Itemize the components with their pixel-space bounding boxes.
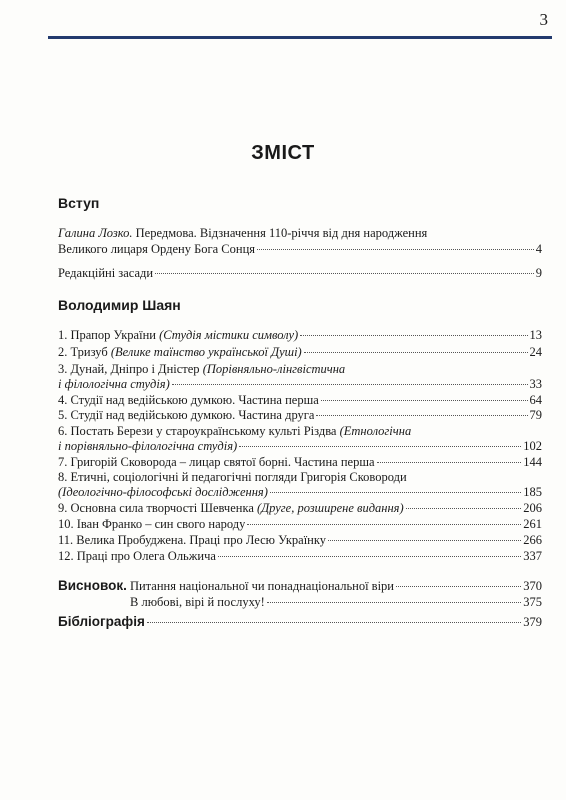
entry-author: Галина Лозко. xyxy=(58,226,133,240)
entry-subtitle: (Етнологічна xyxy=(339,424,412,438)
entry-text: Редакційні засади xyxy=(58,266,154,280)
section-heading-intro: Вступ xyxy=(58,195,100,211)
entry-page: 370 xyxy=(523,579,542,593)
toc-entry-11[interactable] xyxy=(58,533,542,548)
bibliography-heading: Бібліографія xyxy=(58,614,145,629)
toc-entry-7[interactable] xyxy=(58,455,542,470)
entry-text: 3. Дунай, Дніпро і Дністер xyxy=(58,362,203,376)
toc-entry-4[interactable] xyxy=(58,393,542,408)
toc-entry-6[interactable] xyxy=(58,424,542,454)
entry-page: 266 xyxy=(523,533,542,547)
dot-leader xyxy=(270,491,521,493)
entry-subtitle: (Велике таїнство української Душі) xyxy=(110,345,302,359)
entry-page: 206 xyxy=(523,501,542,515)
entry-text: 2. Тризуб xyxy=(58,345,111,359)
toc-entry-5[interactable] xyxy=(58,408,542,423)
toc-entry-8[interactable] xyxy=(58,470,542,500)
toc-entry-10[interactable] xyxy=(58,517,542,532)
toc-entry-2[interactable] xyxy=(58,345,542,360)
entry-page: 185 xyxy=(523,485,542,499)
entry-page: 261 xyxy=(523,517,542,531)
dot-leader xyxy=(247,523,521,525)
dot-leader xyxy=(316,414,527,416)
entry-subtitle-line2: (Ідеологічно-філософські дослідження) xyxy=(58,485,268,499)
entry-text: Передмова. Відзначення 110-річчя від дня народження xyxy=(132,226,428,240)
toc-entry-conclusion[interactable] xyxy=(58,578,542,610)
entry-text: 4. Студії над ведійською думкою. Частина перша xyxy=(58,393,319,407)
entry-text: 8. Етичні, соціологічні й педагогічні погляди Григорія Сковороди xyxy=(58,470,407,484)
entry-text: 7. Григорій Сковорода – лицар святої борні. Частина перша xyxy=(58,455,375,469)
entry-page: 4 xyxy=(535,242,542,256)
entry-text: 11. Велика Пробуджена. Праці про Лесю Українку xyxy=(58,533,327,547)
entry-text: 6. Постать Берези у староукраїнському культі Різдва xyxy=(58,424,340,438)
entry-page: 375 xyxy=(523,595,542,609)
section-heading-shayan: Володимир Шаян xyxy=(58,297,181,313)
dot-leader xyxy=(147,621,521,623)
entry-page: 9 xyxy=(535,266,542,280)
dot-leader xyxy=(300,334,527,336)
toc-entry-editorial[interactable] xyxy=(58,266,542,281)
entry-page: 13 xyxy=(529,328,542,342)
dot-leader xyxy=(396,585,521,587)
dot-leader xyxy=(239,445,521,447)
page-number: 3 xyxy=(539,10,548,29)
toc-title: ЗМІСТ xyxy=(251,142,315,164)
entry-text: Питання національної чи понаднаціональної віри xyxy=(126,579,395,593)
dot-leader xyxy=(304,351,528,353)
entry-text: 12. Праці про Олега Ольжича xyxy=(58,549,216,563)
conclusion-heading: Висновок. xyxy=(58,578,127,593)
header-rule xyxy=(48,36,552,39)
entry-page: 337 xyxy=(523,549,542,563)
entry-page: 24 xyxy=(529,345,542,359)
toc-entry-12[interactable] xyxy=(58,549,542,564)
entry-text: 10. Іван Франко – син свого народу xyxy=(58,517,246,531)
toc-entry-1[interactable] xyxy=(58,328,542,343)
entry-text: 5. Студії над ведійською думкою. Частина друга xyxy=(58,408,315,422)
entry-subtitle-line2: і порівняльно-філологічна студія) xyxy=(58,439,238,453)
dot-leader xyxy=(321,399,528,401)
dot-leader xyxy=(267,601,521,603)
entry-text: 1. Прапор України xyxy=(58,328,160,342)
entry-page: 64 xyxy=(529,393,542,407)
dot-leader xyxy=(155,272,534,274)
entry-page: 102 xyxy=(523,439,542,453)
dot-leader xyxy=(406,507,522,509)
entry-subtitle: (Студія містики символу) xyxy=(159,328,299,342)
entry-subtitle: (Порівняльно-лінгвістична xyxy=(202,362,346,376)
entry-subtitle: (Друге, розширене видання) xyxy=(257,501,404,515)
entry-text-line2: В любові, вірі й послуху! xyxy=(130,595,265,609)
dot-leader xyxy=(218,555,521,557)
dot-leader xyxy=(377,461,522,463)
entry-page: 144 xyxy=(523,455,542,469)
entry-page: 79 xyxy=(529,408,542,422)
dot-leader xyxy=(172,383,528,385)
toc-entry-3[interactable] xyxy=(58,362,542,392)
entry-subtitle-line2: і філологічна студія) xyxy=(58,377,170,391)
dot-leader xyxy=(257,248,534,250)
entry-page: 379 xyxy=(523,615,542,629)
dot-leader xyxy=(328,539,521,541)
toc-entry-bibliography[interactable] xyxy=(58,614,542,630)
entry-text: 9. Основна сила творчості Шевченка xyxy=(58,501,258,515)
toc-entry-foreword[interactable] xyxy=(58,226,542,257)
entry-text-line2: Великого лицаря Ордену Бога Сонця xyxy=(58,242,256,256)
toc-entry-9[interactable] xyxy=(58,501,542,516)
entry-page: 33 xyxy=(529,377,542,391)
